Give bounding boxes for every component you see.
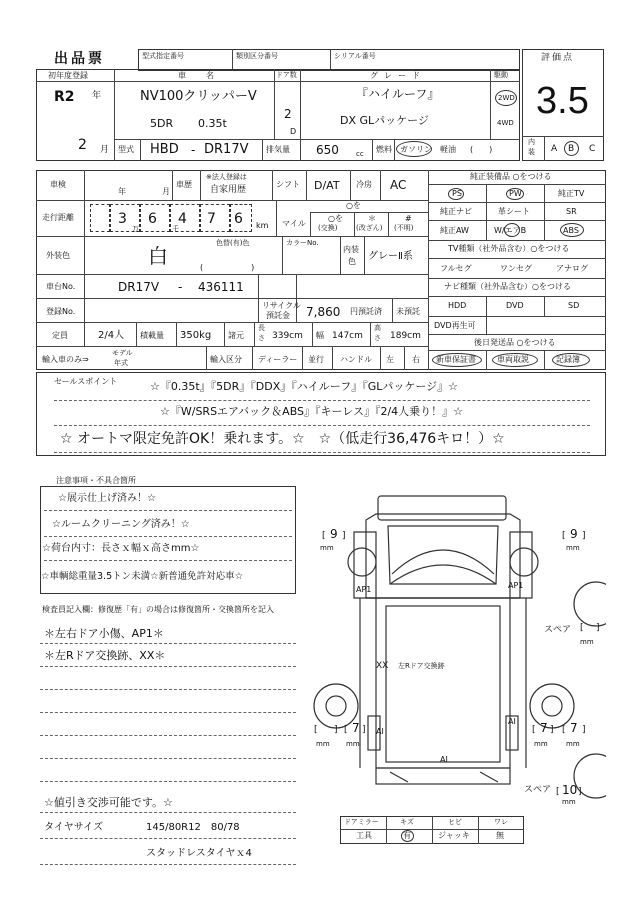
recycle-not-deposited: 未預託 xyxy=(396,307,420,316)
diag-front-left-tread: 9 xyxy=(330,527,338,541)
tv-type-title: TV種類（社外品含む）○をつける xyxy=(448,244,570,253)
displacement-label: 排気量 xyxy=(266,145,290,154)
chassis-label: 車台No. xyxy=(46,282,76,291)
svg-text:]: ] xyxy=(334,725,338,735)
svg-text:mm: mm xyxy=(320,544,334,552)
note-line-4: ☆車輌総重量3.5トン未満☆新普通免許対応車☆ xyxy=(41,571,244,582)
notes-label: 注意事項・不具合箇所 xyxy=(56,476,136,485)
svg-text:mm: mm xyxy=(562,798,576,806)
score-label: 評価点 xyxy=(541,53,575,63)
odo-unknown: (不明) xyxy=(394,224,414,232)
car-name: NV100クリッパーV xyxy=(140,89,257,104)
length: 339cm xyxy=(272,331,303,341)
note-line-2: ☆ルームクリーニング済み！☆ xyxy=(52,519,190,530)
studless-tires: スタッドレスタイヤｘ4 xyxy=(146,848,252,859)
import-type-label: 輸入区分 xyxy=(210,355,242,364)
svg-text:[: [ xyxy=(344,725,348,735)
door-count-label: ドア数 xyxy=(276,71,297,79)
fuel-label: 燃料 xyxy=(376,145,392,154)
svg-text:mm: mm xyxy=(566,740,580,748)
legend-jack-absent: 無 xyxy=(496,831,504,840)
equip-aw: 純正AW xyxy=(440,226,469,235)
equip-ps: PS xyxy=(452,189,462,198)
width: 147cm xyxy=(332,331,363,341)
model-code: DR17V xyxy=(204,142,249,157)
legend-break: ワレ xyxy=(494,818,508,826)
recycle-fee: 7,860 xyxy=(306,305,341,319)
svg-text:[: [ xyxy=(562,725,566,735)
body-type: 5DR xyxy=(150,117,174,130)
interior-b: B xyxy=(568,144,575,154)
legend-tools: 工具 xyxy=(356,831,372,840)
diag-rear-left-tread: 7 xyxy=(352,721,360,735)
equip-leather: 革シート xyxy=(498,207,530,216)
height: 189cm xyxy=(390,331,421,341)
svg-text:スペア: スペア xyxy=(524,785,552,795)
reg-month: 2 xyxy=(78,137,87,153)
odo-replaced: (交換) xyxy=(318,224,338,232)
usage-label: 車歴 xyxy=(176,180,192,189)
tire-size: 145/80R12 80/78 xyxy=(146,822,240,833)
mileage-label: 走行距離 xyxy=(42,213,74,222)
svg-text:[: [ xyxy=(532,725,536,735)
post-delivery-title: 後日発送品 ○をつける xyxy=(474,338,556,347)
miles-label: マイル xyxy=(282,219,306,228)
fuel-diesel: 軽油 xyxy=(440,145,456,154)
door-count: 2 xyxy=(284,107,292,121)
svg-text:[: [ xyxy=(562,531,566,541)
usage-history: 自家用歴 xyxy=(210,185,247,195)
price-negotiable: ☆値引き交渉可能です。☆ xyxy=(44,796,173,809)
capacity-label: 定員 xyxy=(52,331,68,340)
svg-text:]: ] xyxy=(582,531,586,541)
drive-label: 駆動 xyxy=(494,71,508,79)
equip-abs: ABS xyxy=(563,226,579,235)
inspector-label: 検査員記入欄：修復歴「有」の場合は修復箇所・交換箇所を記入 xyxy=(42,605,274,614)
serial-number-label: シリアル番号 xyxy=(334,52,376,60)
navi-type-title: ナビ種類（社外品含む）○をつける xyxy=(444,282,571,291)
diag-spare-tread: 10 xyxy=(562,783,578,797)
svg-text:]: ] xyxy=(550,725,554,735)
ac-value: AC xyxy=(390,178,407,192)
equip-navi: 純正ナビ xyxy=(440,207,472,216)
recycle-label: リサイクル xyxy=(262,301,301,310)
reg-era: R2 xyxy=(54,89,75,105)
sales-points-label: セールスポイント xyxy=(54,377,118,386)
legend-door-mirror: ドアミラー xyxy=(344,818,379,826)
header-fields xyxy=(138,49,520,71)
diag-ai-right: AI xyxy=(508,717,516,726)
svg-text:mm: mm xyxy=(580,638,594,646)
score-value: 3.5 xyxy=(536,80,589,122)
car-name-label: 車名 xyxy=(178,71,234,80)
svg-text:mm: mm xyxy=(316,740,330,748)
model-prefix: HBD xyxy=(150,142,179,157)
diag-ap1-right: AP1 xyxy=(508,581,524,590)
sales-point-line-3: ☆ オートマ限定免許OK！乗れます。☆ ☆（低走行36,476キロ！）☆ xyxy=(60,431,505,447)
odo-tampered: (改ざん) xyxy=(356,224,383,232)
svg-text:[: [ xyxy=(314,725,318,735)
interior-color: グレーⅡ系 xyxy=(368,251,413,262)
capacity: 2/4人 xyxy=(98,330,125,341)
diag-rear-right-tread-2: 7 xyxy=(570,721,578,735)
drive-2wd: 2WD xyxy=(498,94,515,102)
svg-text:]: ] xyxy=(362,725,366,735)
vehicle-damage-diagram xyxy=(300,486,606,806)
load-capacity-short: 0.35t xyxy=(198,117,227,130)
import-parallel: 並行 xyxy=(308,355,324,364)
interior-c: C xyxy=(589,144,596,154)
note-line-3: ☆荷台内寸：長さｘ幅ｘ高さmm☆ xyxy=(42,543,200,554)
diag-rear-right-tread-1: 7 xyxy=(540,721,548,735)
svg-text:]: ] xyxy=(596,623,600,633)
interior-color-label: 内装 xyxy=(343,245,359,254)
grade-label: グレード xyxy=(370,71,426,80)
diag-ai-left: AI xyxy=(376,727,384,736)
equip-sunroof: SR xyxy=(566,207,577,216)
svg-text:]: ] xyxy=(342,531,346,541)
svg-text:[: [ xyxy=(580,623,584,633)
inspector-line-2: ＊左Rドア交換跡、XX＊ xyxy=(44,649,166,662)
mileage-digit-1: 3 xyxy=(118,211,127,227)
ac-label: 冷房 xyxy=(356,180,372,189)
shift-label: シフト xyxy=(276,180,300,189)
category-number-label: 類別区分番号 xyxy=(236,52,278,60)
navi-dvd-playback: DVD再生可 xyxy=(434,321,476,330)
post-manual: 車両取説 xyxy=(497,355,529,364)
grade-line1: 『ハイルーフ』 xyxy=(356,87,440,101)
shift-value: D/AT xyxy=(314,179,340,192)
chassis-number: 436111 xyxy=(198,280,244,294)
import-only-label: 輸入車のみ⇒ xyxy=(42,355,89,364)
handle-left: 左 xyxy=(386,355,394,364)
chassis-model: DR17V xyxy=(118,280,160,294)
interior-label: 内 xyxy=(528,138,535,146)
equip-airbag: W/エアB xyxy=(494,226,527,235)
diag-spare-label: スペア xyxy=(544,625,572,635)
displacement: 650 xyxy=(316,143,339,157)
sheet-title: 出品票 xyxy=(54,51,105,67)
tv-fullseg: フルセグ xyxy=(440,264,472,273)
load-label: 積載量 xyxy=(140,331,164,340)
diag-front-left-bracket: [ xyxy=(322,531,326,541)
svg-text:mm: mm xyxy=(346,740,360,748)
equip-pw: PW xyxy=(509,189,522,198)
first-registration-label: 初年度登録 xyxy=(48,71,88,80)
handle-label: ハンドル xyxy=(340,355,372,364)
diag-door-note: 左Rドア交換跡 xyxy=(398,662,445,670)
tv-oneseg: ワンセグ xyxy=(500,264,532,273)
post-records: 記録簿 xyxy=(556,355,580,364)
model-label: 型式 xyxy=(118,145,134,154)
inspector-line-1: ＊左右ドア小傷、AP1＊ xyxy=(44,627,164,640)
svg-text:mm: mm xyxy=(566,544,580,552)
diag-front-right-tread: 9 xyxy=(570,527,578,541)
svg-text:]: ] xyxy=(578,787,582,797)
handle-right: 右 xyxy=(412,355,420,364)
diag-ai-rear: AI xyxy=(440,755,448,764)
post-warranty: 新車保証書 xyxy=(436,355,476,364)
legend-crack: ヒビ xyxy=(448,818,462,826)
mileage-unit: km xyxy=(256,221,269,230)
diag-xx: XX xyxy=(376,661,389,671)
legend-tools-present: 有 xyxy=(403,831,411,840)
mileage-digit-5: 6 xyxy=(234,211,243,227)
exterior-color-label: 外装色 xyxy=(46,251,70,260)
exterior-color: 白 xyxy=(148,244,168,268)
sales-point-line-1: ☆『0.35t』『5DR』『DDX』『ハイルーフ』『GLパッケージ』☆ xyxy=(150,380,458,393)
registration-number-label: 登録No. xyxy=(46,307,76,316)
equipment-title: 純正装備品 ○をつける xyxy=(470,172,552,181)
mileage-digit-4: 7 xyxy=(207,211,216,227)
drive-4wd: 4WD xyxy=(497,119,514,127)
import-dealer: ディーラー xyxy=(258,355,298,364)
navi-hdd: HDD xyxy=(448,301,467,310)
legend-scratch: キズ xyxy=(400,818,414,826)
mileage-digit-2: 6 xyxy=(148,211,157,227)
sales-point-line-2: ☆『W/SRSエアバック＆ABS』『キーレス』『2/4人乗り！』☆ xyxy=(160,405,464,418)
inspection-label: 車検 xyxy=(50,180,66,189)
type-designation-label: 型式指定番号 xyxy=(142,52,184,60)
fuel-gasoline: ガソリン xyxy=(400,145,432,154)
interior-a: A xyxy=(551,144,558,154)
svg-text:[: [ xyxy=(556,787,560,797)
load-capacity: 350kg xyxy=(180,330,212,341)
tv-analog: アナログ xyxy=(556,264,588,273)
dimensions-label: 諸元 xyxy=(228,331,244,340)
diag-ap1-left: AP1 xyxy=(356,585,372,594)
navi-dvd: DVD xyxy=(506,301,524,310)
note-line-1: ☆展示仕上げ済み！☆ xyxy=(58,493,156,504)
svg-text:]: ] xyxy=(582,725,586,735)
equip-tv: 純正TV xyxy=(558,189,585,198)
tire-size-label: タイヤサイズ xyxy=(44,822,103,833)
mileage-digit-3: 4 xyxy=(178,211,187,227)
color-number-label: カラーNo. xyxy=(286,239,319,247)
grade-line2: DX GLパッケージ xyxy=(340,114,429,127)
svg-text:mm: mm xyxy=(534,740,548,748)
navi-sd: SD xyxy=(568,301,580,310)
legend-jack: ジャッキ xyxy=(438,831,470,840)
